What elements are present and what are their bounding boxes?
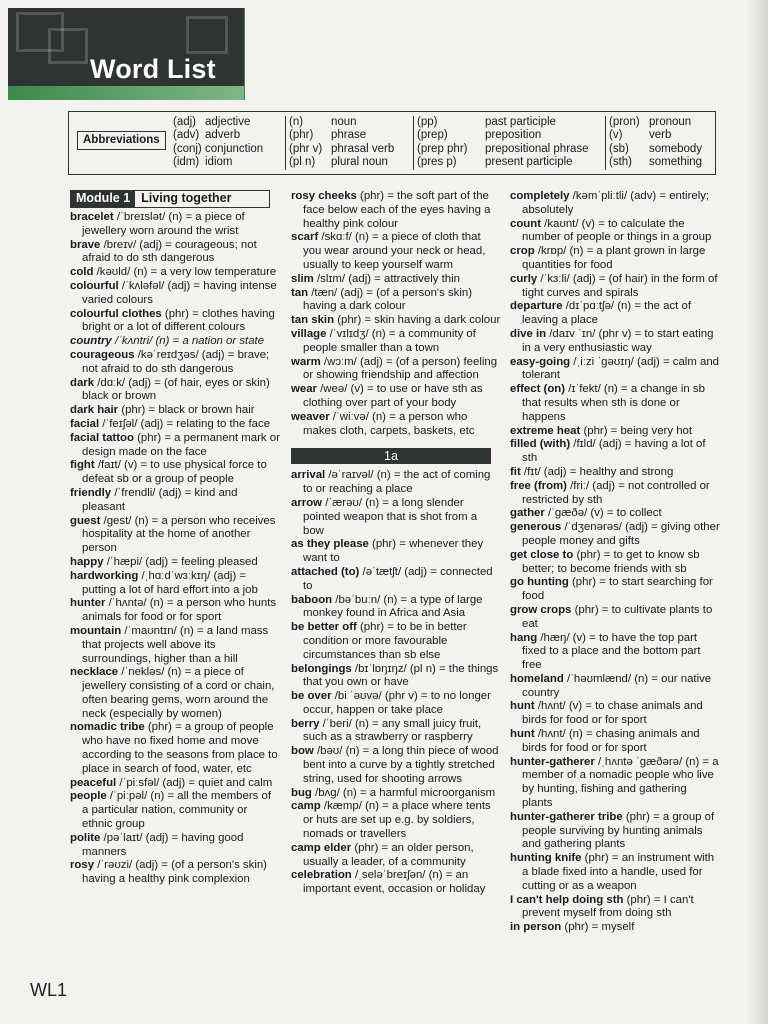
abbreviation-code: (pl n) <box>289 156 316 169</box>
abbreviation-meaning: past participle <box>485 116 556 128</box>
word-entry <box>510 507 720 521</box>
definition: /ˈfrendli/ (adj) = kind and pleasant <box>82 486 238 513</box>
definition: /kaʊnt/ (v) = to calculate the number of people or things in a group <box>522 217 712 244</box>
headword: hardworking <box>70 569 139 582</box>
headword: be over <box>291 690 332 703</box>
abbreviation-row <box>609 116 702 129</box>
abbreviation-code: (phr v) <box>289 142 323 155</box>
headword: bug <box>291 786 312 799</box>
headword: people <box>70 790 107 803</box>
abbreviation-group <box>173 116 263 170</box>
abbreviation-row <box>173 143 263 156</box>
headword: bow <box>291 745 314 758</box>
headword: grow crops <box>510 603 572 616</box>
word-entry <box>510 383 720 424</box>
word-entry <box>70 432 280 460</box>
word-entry <box>70 570 280 598</box>
word-entry <box>291 690 501 718</box>
abbreviation-meaning: preposition <box>485 129 542 142</box>
headword: guest <box>70 514 101 527</box>
definition: /ˈærəʊ/ (n) = a long slender pointed weapon that is shot from a bow <box>303 496 478 537</box>
headword: brave <box>70 238 101 251</box>
word-entry <box>291 411 501 439</box>
headword: in person <box>510 921 562 934</box>
headword: rosy cheeks <box>291 190 357 202</box>
abbreviation-row <box>609 156 702 169</box>
word-entry <box>291 383 501 411</box>
headword: friendly <box>70 486 112 499</box>
abbreviation-code: (idm) <box>173 156 200 169</box>
word-entry <box>70 832 280 860</box>
abbreviation-meaning: pronoun <box>649 116 692 128</box>
headword: happy <box>70 555 104 568</box>
word-entry <box>510 521 720 549</box>
abbreviation-row <box>173 116 263 129</box>
headword: extreme heat <box>510 424 581 437</box>
definition: /kæmp/ (n) = a place where tents or huts are set up e.g. by soldiers, nomads or travellers <box>303 800 491 841</box>
definition: /dɪˈpɑːtʃə/ (n) = the act of leaving a place <box>522 300 692 327</box>
word-entry <box>510 756 720 811</box>
abbreviation-row <box>173 156 263 169</box>
headword: completely <box>510 190 570 202</box>
definition: /ˈnekləs/ (n) = a piece of jewellery consisting of a cord or chain, often bearing gems, worn around the neck (especially by women) <box>82 666 275 720</box>
definition: /əˈtætʃt/ (adj) = connected to <box>303 565 493 592</box>
word-entry <box>510 190 720 218</box>
headword: dark <box>70 376 95 389</box>
headword: get close to <box>510 548 574 561</box>
abbreviation-row <box>417 156 589 169</box>
word-entry <box>510 300 720 328</box>
module-heading <box>70 190 270 208</box>
word-entry <box>291 231 501 272</box>
headword: free (from) <box>510 479 567 492</box>
abbreviation-row <box>289 116 394 129</box>
headword: tan skin <box>291 314 335 327</box>
headword: bracelet <box>70 211 114 223</box>
definition: /ˈkʌləfəl/ (adj) = having intense varied colours <box>82 279 277 306</box>
headword: country <box>70 335 112 348</box>
word-entry <box>70 404 280 418</box>
word-entry <box>291 538 501 566</box>
abbreviation-meaning: plural noun <box>331 156 388 169</box>
definition: (phr) = to be in better condition or more favourable circumstances than sb else <box>303 621 467 661</box>
definition: /ˈfeɪʃəl/ (adj) = relating to the face <box>99 417 271 430</box>
abbreviation-code: (pron) <box>609 116 640 128</box>
abbreviation-row <box>417 116 589 129</box>
word-entry <box>70 597 280 625</box>
word-entry <box>70 625 280 666</box>
headword: homeland <box>510 672 564 685</box>
headword: facial tattoo <box>70 431 134 444</box>
word-entry <box>70 666 280 721</box>
definition: /bɪˈlɒŋɪŋz/ (pl n) = the things that you own or have <box>303 662 499 689</box>
word-entry <box>510 894 720 922</box>
definition: /wɔːm/ (adj) = (of a person) feeling or showing friendship and affection <box>303 355 498 382</box>
abbreviation-code: (prep phr) <box>417 142 468 155</box>
definition: (phr) = a group of people surviving by hunting animals and gathering plants <box>522 810 715 851</box>
definition: /ˈmaʊntɪn/ (n) = a land mass that projects well above its surroundings, higher than a hill <box>82 624 269 665</box>
definition: (phr) = myself <box>561 921 635 934</box>
word-entry <box>510 356 720 384</box>
definition: /ˈkɜːli/ (adj) = (of hair) in the form of tight curves and spirals <box>522 272 718 299</box>
word-entry <box>510 852 720 893</box>
definition: /kəˈreɪdʒəs/ (adj) = brave; not afraid to do sth dangerous <box>82 348 270 375</box>
headword: arrival <box>291 469 326 482</box>
definition: (phr) = to get to know sb better; to become friends with sb <box>522 548 700 575</box>
headword: baboon <box>291 593 333 606</box>
definition: (phr) = to cultivate plants to eat <box>522 603 713 630</box>
word-column-2 <box>291 190 501 897</box>
abbreviation-row <box>289 156 394 169</box>
word-entry <box>291 287 501 315</box>
word-entry <box>291 869 501 897</box>
headword: count <box>510 217 542 230</box>
headword: hang <box>510 631 538 644</box>
word-entry <box>70 377 280 405</box>
word-entry <box>291 718 501 746</box>
headword: polite <box>70 831 101 844</box>
headword: effect (on) <box>510 383 566 396</box>
headword: fit <box>510 465 521 478</box>
definition: /krɒp/ (n) = a plant grown in large quantities for food <box>522 245 706 271</box>
definition: /ˈhʌntə/ (n) = a person who hunts animals for food or for sport <box>82 597 277 624</box>
headword: crop <box>510 245 535 258</box>
definition: /kəʊld/ (n) = a very low temperature <box>93 266 277 279</box>
abbreviation-code: (conj) <box>173 142 202 155</box>
definition: (phr) = black or brown hair <box>118 404 255 417</box>
definition: /ˈkʌntri/ (n) = a nation or state <box>111 335 265 348</box>
headword: departure <box>510 300 563 313</box>
definition: /breɪv/ (adj) = courageous; not afraid to do sth dangerous <box>82 238 257 265</box>
definition: /ˈdʒenərəs/ (adj) = giving other people money and gifts <box>522 521 720 547</box>
definition: /bi ˈəʊvə/ (phr v) = to no longer occur, happen or take place <box>303 690 491 716</box>
word-entry <box>510 245 720 273</box>
word-entry <box>510 328 720 356</box>
headword: I can't help doing sth <box>510 893 624 906</box>
word-entry <box>291 190 501 231</box>
word-entry <box>510 576 720 604</box>
word-entry <box>510 728 720 756</box>
word-entry <box>291 469 501 497</box>
word-entry <box>291 663 501 691</box>
word-entry <box>510 921 720 935</box>
abbreviation-row <box>417 143 589 156</box>
word-entry <box>510 811 720 852</box>
abbreviation-row <box>609 129 702 142</box>
word-entry <box>510 438 720 466</box>
definition: (phr) = being very hot <box>580 424 693 437</box>
headword: belongings <box>291 662 352 675</box>
definition: /əˈraɪvəl/ (n) = the act of coming to or reaching a place <box>303 469 491 496</box>
definition: /ˈhəʊmlænd/ (n) = our native country <box>522 672 712 699</box>
word-entry <box>70 280 280 308</box>
headword: attached (to) <box>291 565 360 578</box>
word-entry <box>70 349 280 377</box>
word-entry <box>510 425 720 439</box>
headword: nomadic tribe <box>70 721 145 734</box>
word-entry <box>70 308 280 336</box>
headword: village <box>291 327 327 340</box>
headword: colourful clothes <box>70 307 162 320</box>
headword: weaver <box>291 410 330 423</box>
word-entry <box>291 497 501 538</box>
abbreviation-meaning: prepositional phrase <box>485 142 589 155</box>
headword: fight <box>70 459 95 472</box>
headword: cold <box>70 266 94 279</box>
headword: arrow <box>291 496 323 509</box>
definition: (phr) = the soft part of the face below each of the eyes having a healthy pink colour <box>303 190 491 230</box>
banner-green-bar <box>244 8 245 100</box>
abbreviation-divider <box>285 116 286 170</box>
module-title: Living together <box>141 191 232 206</box>
headword: rosy <box>70 859 95 872</box>
definition: /faɪt/ (v) = to use physical force to defeat sb or a group of people <box>82 459 267 486</box>
headword: courageous <box>70 348 135 361</box>
headword: necklace <box>70 666 119 679</box>
abbreviation-code: (phr) <box>289 129 314 142</box>
word-entry <box>70 777 280 791</box>
abbreviation-code: (sb) <box>609 142 629 155</box>
definition: /ˈhæpi/ (adj) = feeling pleased <box>103 555 258 568</box>
definition: /ˈwiːvə/ (n) = a person who makes cloth, carpets, baskets, etc <box>303 410 475 437</box>
headword: curly <box>510 272 538 285</box>
definition: (phr) = clothes having bright or a lot of different colours <box>82 307 275 334</box>
definition: /friː/ (adj) = not controlled or restricted by sth <box>522 479 710 506</box>
headword: easy-going <box>510 355 571 368</box>
definition: /hæŋ/ (v) = to have the top part fixed to a place and the bottom part free <box>522 631 701 672</box>
headword: hunter-gatherer <box>510 755 595 768</box>
headword: mountain <box>70 624 122 637</box>
definition: /ˌhʌntə ˈgæðərə/ (n) = a member of a nomadic people who live by hunting, fishing and gathering plants <box>522 755 719 810</box>
abbreviation-meaning: noun <box>331 116 357 128</box>
headword: facial <box>70 417 100 430</box>
abbreviation-code: (sth) <box>609 156 632 169</box>
headword: hunt <box>510 700 535 713</box>
word-entry <box>70 556 280 570</box>
definition: /ˈgæðə/ (v) = to collect <box>544 507 662 520</box>
abbreviation-meaning: phrase <box>331 129 367 142</box>
definition: /dɑːk/ (adj) = (of hair, eyes or skin) black or brown <box>82 376 270 403</box>
abbreviation-row <box>417 129 589 142</box>
word-entry <box>70 266 280 280</box>
abbreviation-meaning: phrasal verb <box>331 142 395 155</box>
definition: /ˈrəʊzi/ (adj) = (of a person's skin) having a healthy pink complexion <box>82 859 267 886</box>
headword: hunter <box>70 597 106 610</box>
abbreviation-group <box>609 116 702 170</box>
definition: /hʌnt/ (n) = chasing animals and birds for food or for sport <box>522 728 700 754</box>
word-entry <box>70 418 280 432</box>
section-heading-1a: 1a <box>291 448 491 464</box>
word-column-1 <box>70 190 280 887</box>
abbreviation-row <box>609 143 702 156</box>
word-entry <box>70 459 280 487</box>
abbreviation-row <box>173 129 263 142</box>
word-entry <box>291 273 501 287</box>
abbreviation-code: (pp) <box>417 116 438 128</box>
definition: (phr) = an older person, usually a leader, of a community <box>303 841 474 868</box>
page-title: Word List <box>90 54 216 84</box>
headword: tan <box>291 286 309 299</box>
word-entry <box>291 842 501 870</box>
definition: (phr) = a group of people who have no fixed home and move according to the seasons from place to place in search of food, water, etc <box>82 721 278 775</box>
word-column-3 <box>510 190 720 935</box>
definition: /slɪm/ (adj) = attractively thin <box>313 272 460 285</box>
word-entry <box>70 335 280 349</box>
page-edge-shadow <box>746 0 768 1024</box>
word-entry <box>510 480 720 508</box>
word-entry <box>510 218 720 246</box>
header-banner <box>8 8 245 100</box>
definition: (phr) = whenever they want to <box>303 538 484 565</box>
definition: /fɪld/ (adj) = having a lot of sth <box>522 438 706 465</box>
page-code: WL1 <box>30 980 68 1000</box>
definition: /bəʊ/ (n) = a long thin piece of wood bent into a curve by a tightly stretched string, used for shooting arrows <box>303 745 499 785</box>
definition: /ɪˈfekt/ (n) = a change in sb that results when sth is done or happens <box>522 383 705 423</box>
definition: /skɑːf/ (n) = a piece of cloth that you wear around your neck or head, usually to keep yourself warm <box>303 231 486 271</box>
abbreviation-code: (adv) <box>173 129 200 142</box>
word-entry <box>291 800 501 841</box>
word-entry <box>510 632 720 673</box>
word-entry <box>70 859 280 887</box>
headword: hunt <box>510 728 535 741</box>
headword: go hunting <box>510 576 569 589</box>
abbreviations-box <box>68 111 716 175</box>
abbreviation-meaning: conjunction <box>205 142 264 155</box>
abbreviation-code: (v) <box>609 129 623 142</box>
definition: /ˌhɑːdˈwɜːkɪŋ/ (adj) = putting a lot of hard effort into a job <box>82 569 258 596</box>
abbreviation-meaning: somebody <box>649 142 703 155</box>
headword: hunter-gatherer tribe <box>510 810 623 823</box>
word-entry <box>291 356 501 384</box>
headword: wear <box>291 383 317 396</box>
headword: slim <box>291 272 314 285</box>
definition: (phr) = an instrument with a blade fixed into a handle, used for cutting or as a weapon <box>522 852 715 892</box>
definition: /kəmˈpliːtli/ (adv) = entirely; absolutely <box>522 190 710 216</box>
banner-green-strip <box>8 86 245 100</box>
headword: hunting knife <box>510 852 582 865</box>
abbreviations-label: Abbreviations <box>77 131 166 150</box>
definition: /bʌg/ (n) = a harmful microorganism <box>311 786 496 799</box>
definition: /ˈbreɪslət/ (n) = a piece of jewellery worn around the wrist <box>82 211 245 237</box>
definition: (phr) = skin having a dark colour <box>334 314 501 327</box>
definition: /pəˈlaɪt/ (adj) = having good manners <box>82 831 244 858</box>
word-entry <box>291 328 501 356</box>
definition: /ˈvɪlɪdʒ/ (n) = a community of people smaller than a town <box>303 327 476 354</box>
headword: dark hair <box>70 404 119 417</box>
word-entry <box>70 790 280 831</box>
abbreviation-meaning: adjective <box>205 116 251 128</box>
definition: /bəˈbuːn/ (n) = a type of large monkey found in Africa and Asia <box>303 593 483 620</box>
headword: camp elder <box>291 841 352 854</box>
definition: /weə/ (v) = to use or have sth as clothing over part of your body <box>303 383 483 409</box>
abbreviation-meaning: idiom <box>205 156 233 169</box>
word-entry <box>510 466 720 480</box>
headword: colourful <box>70 279 119 292</box>
definition: (phr) = a permanent mark or design made on the face <box>82 431 280 458</box>
definition: /ˈberi/ (n) = any small juicy fruit, such as a strawberry or raspberry <box>303 717 482 744</box>
word-entry <box>510 700 720 728</box>
definition: /fɪt/ (adj) = healthy and strong <box>520 465 674 478</box>
decorative-square <box>186 16 228 54</box>
word-entry <box>70 487 280 515</box>
abbreviation-code: (pres p) <box>417 156 457 169</box>
word-entry <box>291 314 501 328</box>
headword: dive in <box>510 327 547 340</box>
definition: /tæn/ (adj) = (of a person's skin) having a dark colour <box>303 286 473 313</box>
abbreviation-code: (adj) <box>173 116 197 128</box>
headword: gather <box>510 507 545 520</box>
definition: /ˈpiːpəl/ (n) = all the members of a particular nation, community or ethnic group <box>82 790 271 831</box>
headword: generous <box>510 521 562 534</box>
decorative-square <box>48 28 88 64</box>
headword: celebration <box>291 869 352 882</box>
definition: (phr) = to start searching for food <box>522 576 713 603</box>
definition: /hʌnt/ (v) = to chase animals and birds for food or for sport <box>522 700 703 727</box>
word-entry <box>510 273 720 301</box>
word-entry <box>70 239 280 267</box>
word-entry <box>291 787 501 801</box>
definition: /ˌseləˈbreɪʃən/ (n) = an important event, occasion or holiday <box>303 869 486 896</box>
abbreviation-group <box>417 116 589 170</box>
headword: peaceful <box>70 776 117 789</box>
word-entry <box>510 604 720 632</box>
definition: /daɪv ˈɪn/ (phr v) = to start eating in a very enthusiastic way <box>522 327 714 354</box>
abbreviation-code: (prep) <box>417 129 448 142</box>
definition: /gest/ (n) = a person who receives hospitality at the home of another person <box>82 514 276 555</box>
abbreviation-code: (n) <box>289 116 304 128</box>
headword: filled (with) <box>510 438 571 451</box>
abbreviation-divider <box>605 116 606 170</box>
headword: scarf <box>291 231 319 244</box>
headword: berry <box>291 717 320 730</box>
word-entry <box>291 594 501 622</box>
abbreviation-row <box>289 129 394 142</box>
abbreviation-meaning: present participle <box>485 156 573 169</box>
abbreviation-meaning: adverb <box>205 129 241 142</box>
abbreviation-group <box>289 116 394 170</box>
word-entry <box>70 721 280 776</box>
word-entry <box>70 211 280 239</box>
abbreviation-meaning: something <box>649 156 703 169</box>
word-entry <box>291 745 501 786</box>
headword: as they please <box>291 538 369 551</box>
abbreviation-meaning: verb <box>649 129 672 142</box>
abbreviation-divider <box>413 116 414 170</box>
word-entry <box>510 549 720 577</box>
definition: (phr) = I can't prevent myself from doing sth <box>522 893 694 920</box>
word-entry <box>291 566 501 594</box>
module-number: Module 1 <box>71 191 135 207</box>
headword: camp <box>291 800 321 813</box>
word-entry <box>70 515 280 556</box>
abbreviation-row <box>289 143 394 156</box>
definition: /ˌiːzi ˈgəʊɪŋ/ (adj) = calm and tolerant <box>522 355 719 382</box>
word-entry <box>510 673 720 701</box>
word-entry <box>291 621 501 662</box>
headword: warm <box>291 355 321 368</box>
definition: /ˈpiːsfəl/ (adj) = quiet and calm <box>116 776 273 789</box>
headword: be better off <box>291 621 357 634</box>
